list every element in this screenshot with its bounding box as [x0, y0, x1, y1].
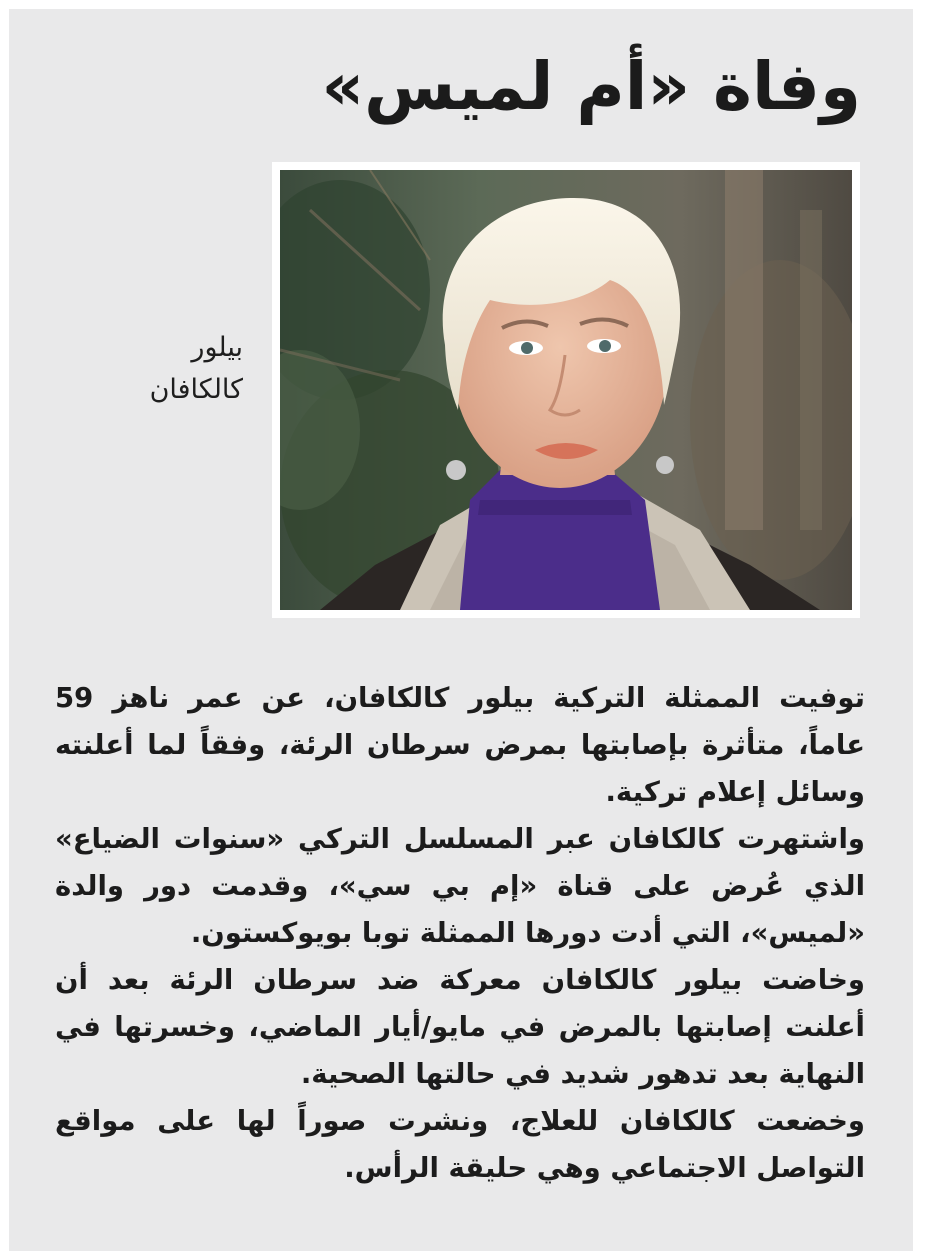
paragraph: توفيت الممثلة التركية بيلور كالكافان، عن عمر ناهز 59 عاماً، متأثرة بإصابتها بمرض سرطان الرئة، وفقاً لما أعلنته وسائل إعلام تركية.	[55, 682, 865, 808]
portrait-photo	[280, 170, 852, 610]
photo-frame	[272, 162, 860, 618]
photo-caption	[29, 327, 243, 411]
article-panel	[9, 9, 913, 1251]
paragraph: وخاضت بيلور كالكافان معركة ضد سرطان الرئة بعد أن أعلنت إصابتها بالمرض في مايو/أيار الماضي، وخسرتها في النهاية بعد تدهور شديد في حالتها الصحية.	[55, 964, 865, 1090]
paragraph: واشتهرت كالكافان عبر المسلسل التركي «سنوات الضياع» الذي عُرض على قناة «إم بي سي»، وقدمت دور والدة «لميس»، التي أدت دورها الممثلة توبا بويوكستون.	[55, 823, 865, 949]
article-body	[55, 675, 865, 1192]
article-headline: وفاة «أم لميس»	[321, 48, 861, 125]
caption-line-2: كالكافان	[149, 374, 243, 405]
paragraph: وخضعت كالكافان للعلاج، ونشرت صوراً لها على مواقع التواصل الاجتماعي وهي حليقة الرأس.	[55, 1105, 865, 1184]
caption-line-1: بيلور	[191, 332, 243, 363]
